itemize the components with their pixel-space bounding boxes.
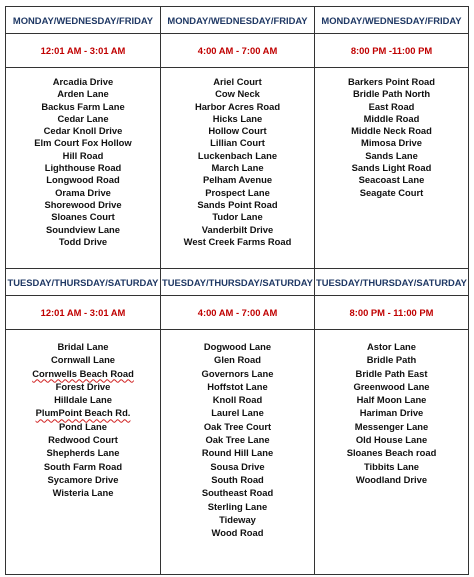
street-name: Sycamore Drive [47,473,119,485]
street-name: Laurel Lane [211,407,264,419]
street-name: Knoll Road [212,394,263,406]
street-name: Sands Lane [365,149,418,161]
street-name: Hill Road [62,149,104,161]
street-name: Middle Neck Road [351,125,432,137]
street-name: Wisteria Lane [52,487,114,499]
street-name: Old House Lane [355,434,428,446]
street-name: Hicks Lane [212,112,263,124]
street-name: Elm Court Fox Hollow [34,137,132,149]
street-name: Tudor Lane [212,211,263,223]
time-slot: 4:00 AM - 7:00 AM [161,34,315,68]
street-name: Greenwood Lane [353,380,430,392]
street-name: Cedar Lane [57,112,109,124]
street-name: Sloanes Beach road [346,447,437,459]
street-name: Seagate Court [359,186,424,198]
street-name: Oak Tree Court [203,420,272,432]
street-name: PlumPoint Beach Rd. [35,407,131,419]
street-name: Astor Lane [367,341,416,352]
street-name: Oak Tree Lane [205,434,270,446]
street-name: Hoffstot Lane [207,380,268,392]
street-name: Governors Lane [201,367,274,379]
street-name: Cedar Knoll Drive [43,125,123,137]
street-name: Glen Road [214,354,261,366]
street-name: Hollow Court [208,125,267,137]
street-name: South Road [211,473,264,485]
street-name: Orama Drive [55,186,111,198]
street-name: Ariel Court [213,76,262,87]
street-name: Forest Drive [55,380,111,392]
street-name: Luckenbach Lane [197,149,278,161]
street-name: Prospect Lane [205,186,270,198]
time-slot: 12:01 AM - 3:01 AM [6,34,161,68]
street-list [6,330,161,575]
street-name: Sands Point Road [197,198,278,210]
street-name: Bridle Path [366,354,417,366]
day-header: TUESDAY/THURSDAY/SATURDAY [161,269,315,296]
street-name: Lillian Court [210,137,265,149]
times-row-1 [6,34,469,68]
time-slot: 4:00 AM - 7:00 AM [161,296,315,330]
street-list [161,330,315,575]
street-name: Pelham Avenue [202,174,273,186]
street-name: Redwood Court [48,434,118,446]
street-name: Cow Neck [215,88,260,100]
street-name: Hariman Drive [359,407,424,419]
street-list [161,68,315,269]
street-name: Sousa Drive [210,460,265,472]
day-header: MONDAY/WEDNESDAY/FRIDAY [315,7,469,34]
street-name: Middle Road [363,112,420,124]
street-name: Woodland Drive [355,473,428,485]
street-name: Bridal Lane [57,341,109,352]
street-name: West Creek Farms Road [183,235,292,247]
street-name: Soundview Lane [46,223,120,235]
street-name: Barkers Point Road [347,76,435,87]
day-header: TUESDAY/THURSDAY/SATURDAY [6,269,161,296]
street-name: Cornwall Lane [50,354,116,366]
time-slot: 8:00 PM - 11:00 PM [315,296,469,330]
street-name: Longwood Road [46,174,120,186]
street-name: Mimosa Drive [361,137,422,149]
street-name: Pond Lane [59,420,107,432]
days-row-1 [6,7,469,34]
street-list [6,68,161,269]
days-row-2 [6,269,469,296]
street-name: Shepherds Lane [46,447,120,459]
street-name: Sands Light Road [351,162,432,174]
street-name: March Lane [211,162,264,174]
streets-row-2 [6,330,469,575]
day-header: TUESDAY/THURSDAY/SATURDAY [315,269,469,296]
street-name: Wood Road [211,527,264,539]
street-name: Vanderbilt Drive [201,223,274,235]
street-name: Arcadia Drive [52,76,114,87]
streets-row-1 [6,68,469,269]
street-list [315,330,469,575]
street-name: Todd Drive [58,235,108,247]
street-name: Lighthouse Road [44,162,122,174]
street-name: Seacoast Lane [358,174,425,186]
street-name: Sloanes Court [51,211,115,223]
street-name: Dogwood Lane [203,341,272,352]
street-name: Messenger Lane [354,420,429,432]
street-name: Half Moon Lane [356,394,427,406]
street-name: Bridle Path North [352,88,431,100]
street-name: East Road [368,100,415,112]
times-row-2 [6,296,469,330]
schedule-sheet [5,6,468,575]
time-slot: 12:01 AM - 3:01 AM [6,296,161,330]
street-name: Tideway [219,513,256,525]
street-name: Round Hill Lane [201,447,274,459]
street-name: Tibbits Lane [363,460,420,472]
schedule-table [5,6,469,575]
street-name: South Farm Road [43,460,123,472]
street-name: Shorewood Drive [44,198,122,210]
day-header: MONDAY/WEDNESDAY/FRIDAY [6,7,161,34]
street-name: Southeast Road [201,487,274,499]
time-slot: 8:00 PM -11:00 PM [315,34,469,68]
street-name: Bridle Path East [355,367,428,379]
street-name: Harbor Acres Road [194,100,281,112]
street-name: Cornwells Beach Road [32,367,134,379]
day-header: MONDAY/WEDNESDAY/FRIDAY [161,7,315,34]
street-list [315,68,469,269]
street-name: Backus Farm Lane [41,100,125,112]
street-name: Sterling Lane [207,500,268,512]
street-name: Arden Lane [57,88,109,100]
street-name: Hilldale Lane [54,394,112,406]
